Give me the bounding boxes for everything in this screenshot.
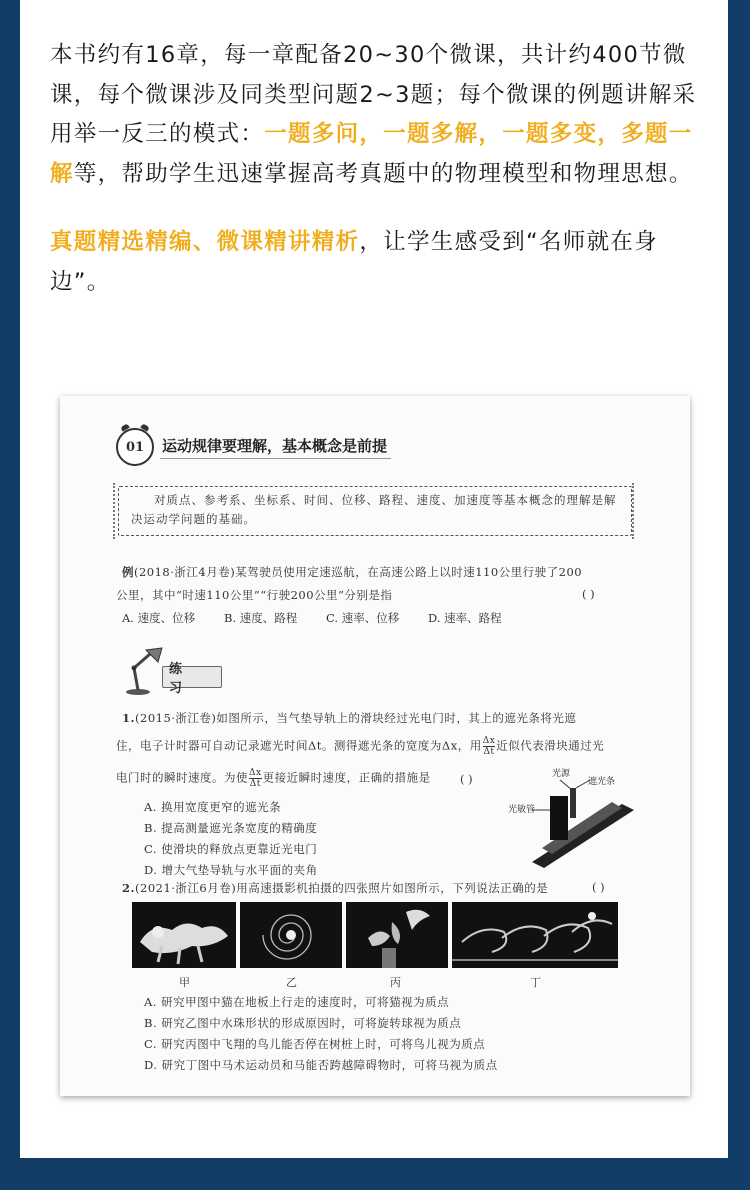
example-options [122, 610, 530, 626]
label-shading-strip: 遮光条 [588, 777, 616, 787]
q1-text-3a: 电门时的瞬时速度。为使 [116, 770, 248, 785]
q1-text-1: (2015·浙江卷)如图所示，当气垫导轨上的滑块经过光电门时，其上的遮光条将光遮 [135, 711, 577, 725]
example-option-a: A. 速度、位移 [122, 611, 196, 625]
q1-answer-paren: ( ) [460, 772, 473, 786]
q1-text-2a: 住，电子计时器可自动记录遮光时间Δt。测得遮光条的宽度为Δx，用 [116, 738, 482, 753]
example-label: 例 [122, 565, 134, 579]
frac-numerator: Δx [482, 736, 496, 746]
q1-option-d: D. 增大气垫导轨与水平面的夹角 [144, 863, 318, 877]
q1-text-2b: 近似代表滑块通过光 [496, 738, 605, 753]
frac-numerator-2: Δx [249, 768, 262, 778]
q1-line-3 [116, 768, 431, 789]
q2-line-1 [122, 880, 548, 896]
intro-paragraph-2 [50, 223, 700, 302]
photo-label-ding: 丁 [530, 976, 541, 989]
section-title: 运动规律要理解，基本概念是前提 [160, 435, 391, 459]
q1-option-c: C. 使滑块的释放点更靠近光电门 [144, 842, 318, 856]
frac-denominator-2: Δt [249, 779, 261, 789]
q2-text-1: (2021·浙江6月卷)用高速摄影机拍摄的四张照片如图所示，下列说法正确的是 [135, 881, 549, 895]
practice-header [124, 644, 224, 696]
photo-spinning-ball [240, 902, 342, 968]
frac-denominator: Δt [483, 747, 495, 757]
example-option-d: D. 速率、路程 [428, 611, 502, 625]
section-number: 01 [125, 439, 145, 455]
q1-number: 1. [122, 711, 136, 725]
q1-line-1 [122, 710, 576, 726]
q2-option-a: A. 研究甲图中猫在地板上行走的速度时，可将猫视为质点 [144, 995, 450, 1009]
q2-number: 2. [122, 881, 136, 895]
book-page-sample [60, 396, 690, 1096]
content-panel [20, 0, 728, 1158]
photo-strip [132, 902, 618, 968]
example-line-2: 公里，其中“时速110公里”“行驶200公里”分别是指 [116, 588, 393, 602]
label-photosensor: 光敏管 [508, 805, 536, 815]
q1-line-2 [116, 736, 604, 757]
example-line-1 [122, 564, 582, 580]
section-header [116, 428, 391, 466]
example-option-b: B. 速度、路程 [224, 611, 298, 625]
intro-p1-text-end: 等，帮助学生迅速掌握高考真题中的物理模型和物理思想。 [73, 160, 693, 187]
q1-option-a: A. 换用宽度更窄的遮光条 [144, 800, 282, 814]
q2-answer-paren: ( ) [592, 880, 605, 894]
photo-label-jia: 甲 [179, 976, 190, 989]
label-light-source: 光源 [552, 769, 571, 779]
alarm-clock-icon [116, 428, 154, 466]
photo-label-bing: 丙 [390, 976, 401, 989]
intro-p2-text: ，让学生感受到“名师就在身边”。 [50, 229, 658, 295]
q2-option-c: C. 研究丙图中飞翔的鸟儿能否停在树桩上时，可将鸟儿视为质点 [144, 1037, 486, 1051]
intro-p1-text: 本书约有16章，每一章配备20~30个微课，共计约400节微课，每个微课涉及同类型问题2~3题；每个微课的例题讲解采用举一反三的模式： [50, 42, 697, 147]
example-answer-paren: ( ) [582, 587, 595, 601]
intro-p1-highlight: 一题多问，一题多解，一题多变，多题一解 [50, 121, 693, 187]
photo-bird [346, 902, 448, 968]
intro-text [50, 36, 700, 302]
air-track-figure [508, 766, 634, 868]
q2-option-b: B. 研究乙图中水珠形状的形成原因时，可将旋转球视为质点 [144, 1016, 462, 1030]
delta-fraction-2 [249, 768, 262, 789]
delta-fraction [483, 736, 496, 757]
q2-option-d: D. 研究丁图中马术运动员和马能否跨越障碍物时，可将马视为质点 [144, 1058, 498, 1072]
example-option-c: C. 速率、位移 [326, 611, 400, 625]
intro-paragraph-1 [50, 36, 700, 194]
practice-label: 练 习 [162, 666, 222, 688]
example-text-1: (2018·浙江4月卷)某驾驶员使用定速巡航，在高速公路上以时速110公里行驶了200 [134, 565, 583, 579]
photo-cat [132, 902, 236, 968]
photo-label-yi: 乙 [286, 976, 297, 989]
summary-box: 对质点、参考系、坐标系、时间、位移、路程、速度、加速度等基本概念的理解是解决运动学问题的基础。 [118, 486, 632, 536]
q1-option-b: B. 提高测量遮光条宽度的精确度 [144, 821, 318, 835]
photo-horse-rider [452, 902, 618, 968]
intro-p2-highlight: 真题精选精编、微课精讲精析 [50, 229, 360, 255]
q1-text-3b: 更接近瞬时速度，正确的措施是 [262, 770, 431, 785]
